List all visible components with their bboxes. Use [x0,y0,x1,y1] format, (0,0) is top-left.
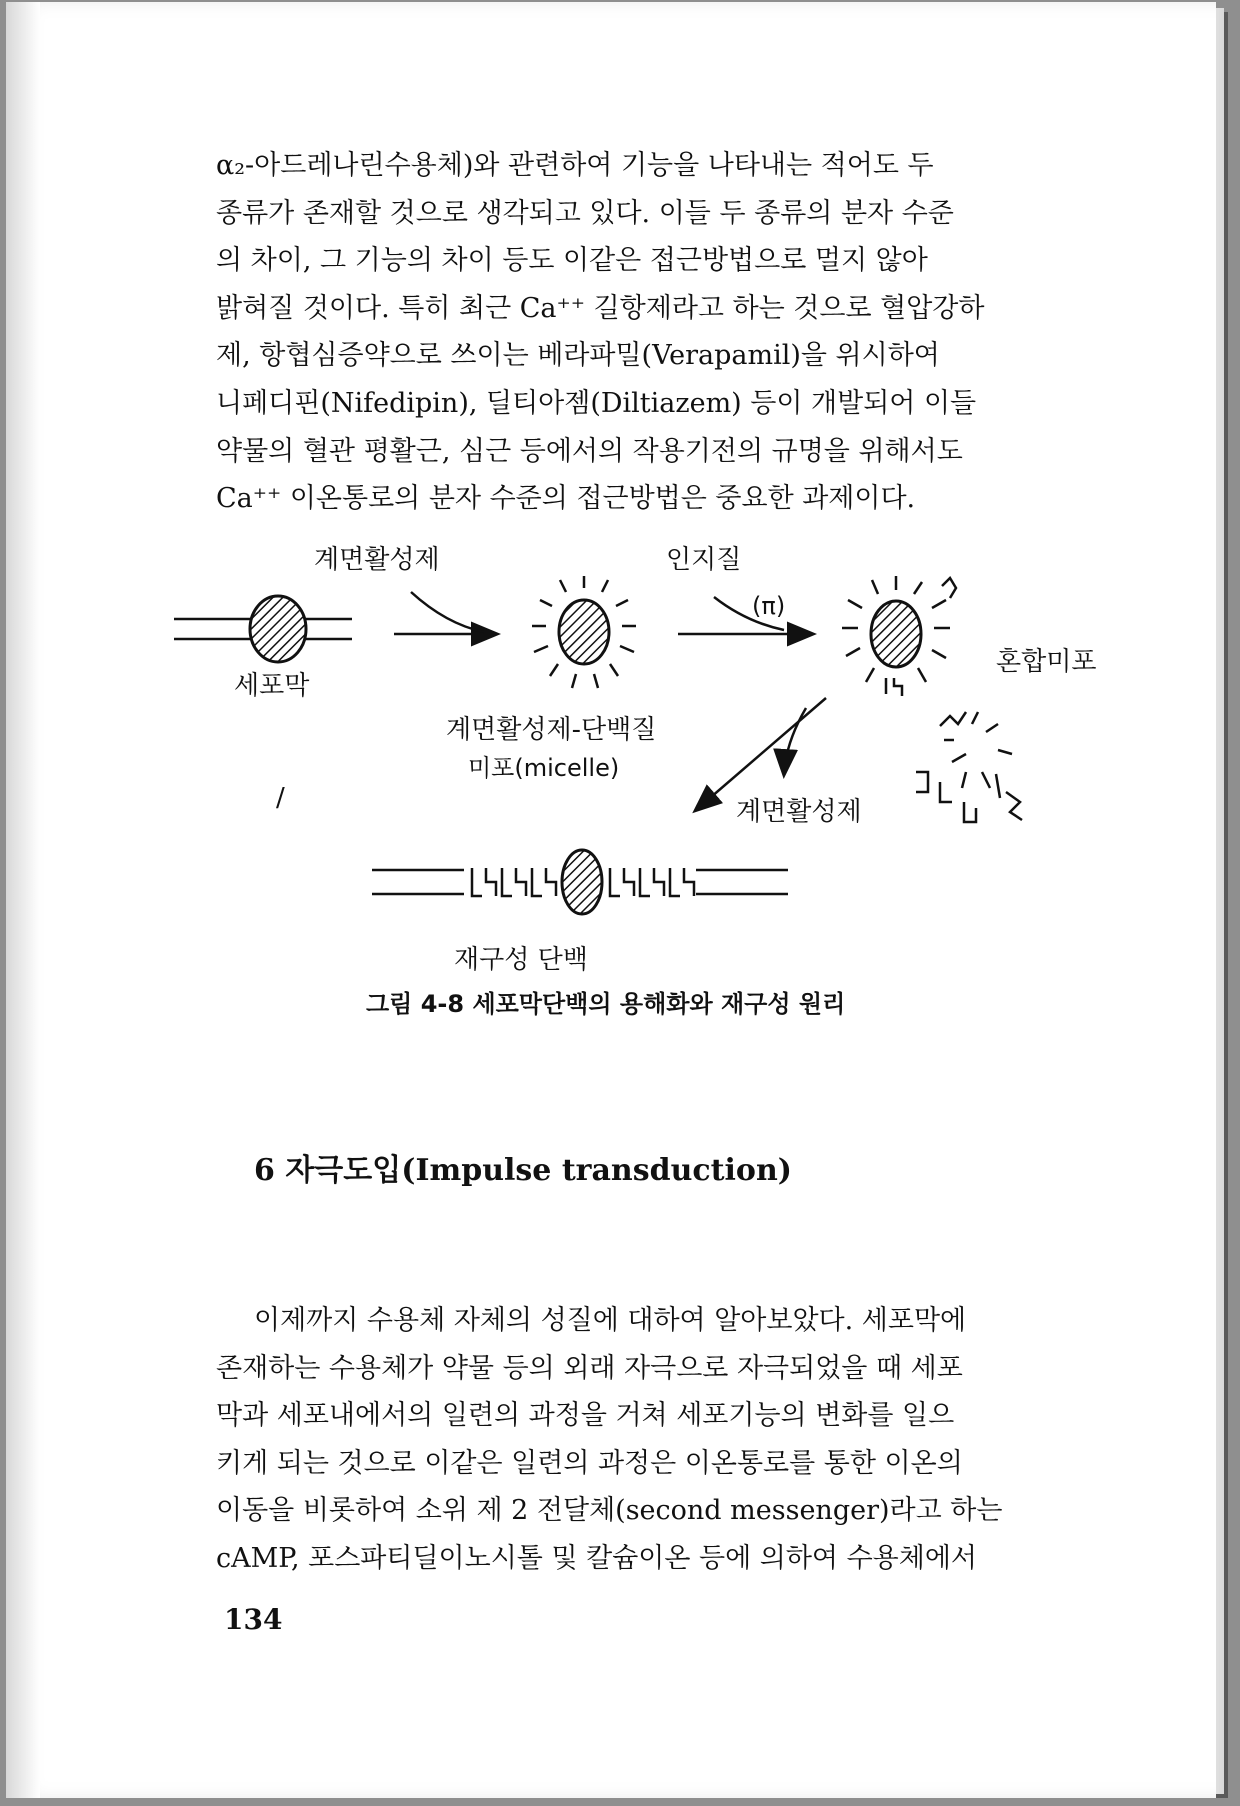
paragraph-line: 의 차이, 그 기능의 차이 등도 이같은 접근방법으로 멀지 않아 [216,245,928,277]
phospholipid-label: 인지질 [666,545,742,575]
free-surfactant-cluster [916,712,1022,822]
section-heading [254,1145,792,1189]
arrow-add-phospholipid [678,597,812,634]
paragraph-line: 키게 되는 것으로 이같은 일련의 과정은 이온통로를 통한 이온의 [216,1447,963,1479]
arrow-add-surfactant [394,592,496,634]
paragraph-line: 제, 항협심증약으로 쓰이는 베라파밀(Verapamil)을 위시하여 [216,340,940,372]
micelle-label-line2: 미포(micelle) [468,754,620,782]
membrane-label: 세포막 [234,671,310,701]
mixed-micelle [842,576,956,696]
surfactant-label-top: 계면활성제 [314,545,440,575]
section-number: 6 [254,1153,275,1188]
detergent-micelle [532,576,636,688]
stray-mark: / [276,783,285,813]
reconstituted-protein [372,850,788,914]
arrow-remove-surfactant [696,698,826,810]
book-page [6,2,1216,1798]
page-number: 134 [224,1603,283,1636]
section-title: 자극도입(Impulse transduction) [285,1153,792,1188]
paragraph-line: 약물의 혈관 평활근, 심근 등에서의 작용기전의 규명을 위해서도 [216,435,963,467]
paragraph-line: 존재하는 수용체가 약물 등의 외래 자극으로 자극되었을 때 세포 [216,1352,963,1384]
paragraph-line: 종류가 존재할 것으로 생각되고 있다. 이들 두 종류의 분자 수준 [216,197,954,229]
mixed-micelle-label: 혼합미포 [996,647,1097,677]
paragraph-line: 니페디핀(Nifedipin), 딜티아젬(Diltiazem) 등이 개발되어 이들 [216,387,977,419]
paragraph-line: 이동을 비롯하여 소위 제 2 전달체(second messenger)라고 하는 [216,1495,1003,1527]
paragraph-line: α₂-아드레나린수용체)와 관련하여 기능을 나타내는 적어도 두 [216,150,934,181]
figure-solubilization-diagram [6,2,1216,1102]
phospholipid-symbol: (π) [752,592,786,620]
micelle-label-line1: 계면활성제-단백질 [446,715,657,745]
paragraph-line: 이제까지 수용체 자체의 성질에 대하여 알아보았다. 세포막에 [254,1305,967,1336]
paragraph-2 [216,1297,1076,1583]
paragraph-line: Ca⁺⁺ 이온통로의 분자 수준의 접근방법은 중요한 과제이다. [216,483,916,515]
membrane-protein [174,596,352,662]
reconstituted-label: 재구성 단백 [454,945,588,975]
surfactant-label-bottom: 계면활성제 [736,797,862,827]
paragraph-line: 막과 세포내에서의 일련의 과정을 거쳐 세포기능의 변화를 일으 [216,1400,955,1432]
paragraph-line: cAMP, 포스파티딜이노시톨 및 칼슘이온 등에 의하여 수용체에서 [216,1542,978,1574]
paragraph-line: 밝혀질 것이다. 특히 최근 Ca⁺⁺ 길항제라고 하는 것으로 혈압강하 [216,292,985,324]
figure-caption: 그림 4-8 세포막단백의 용해화와 재구성 원리 [366,990,846,1018]
